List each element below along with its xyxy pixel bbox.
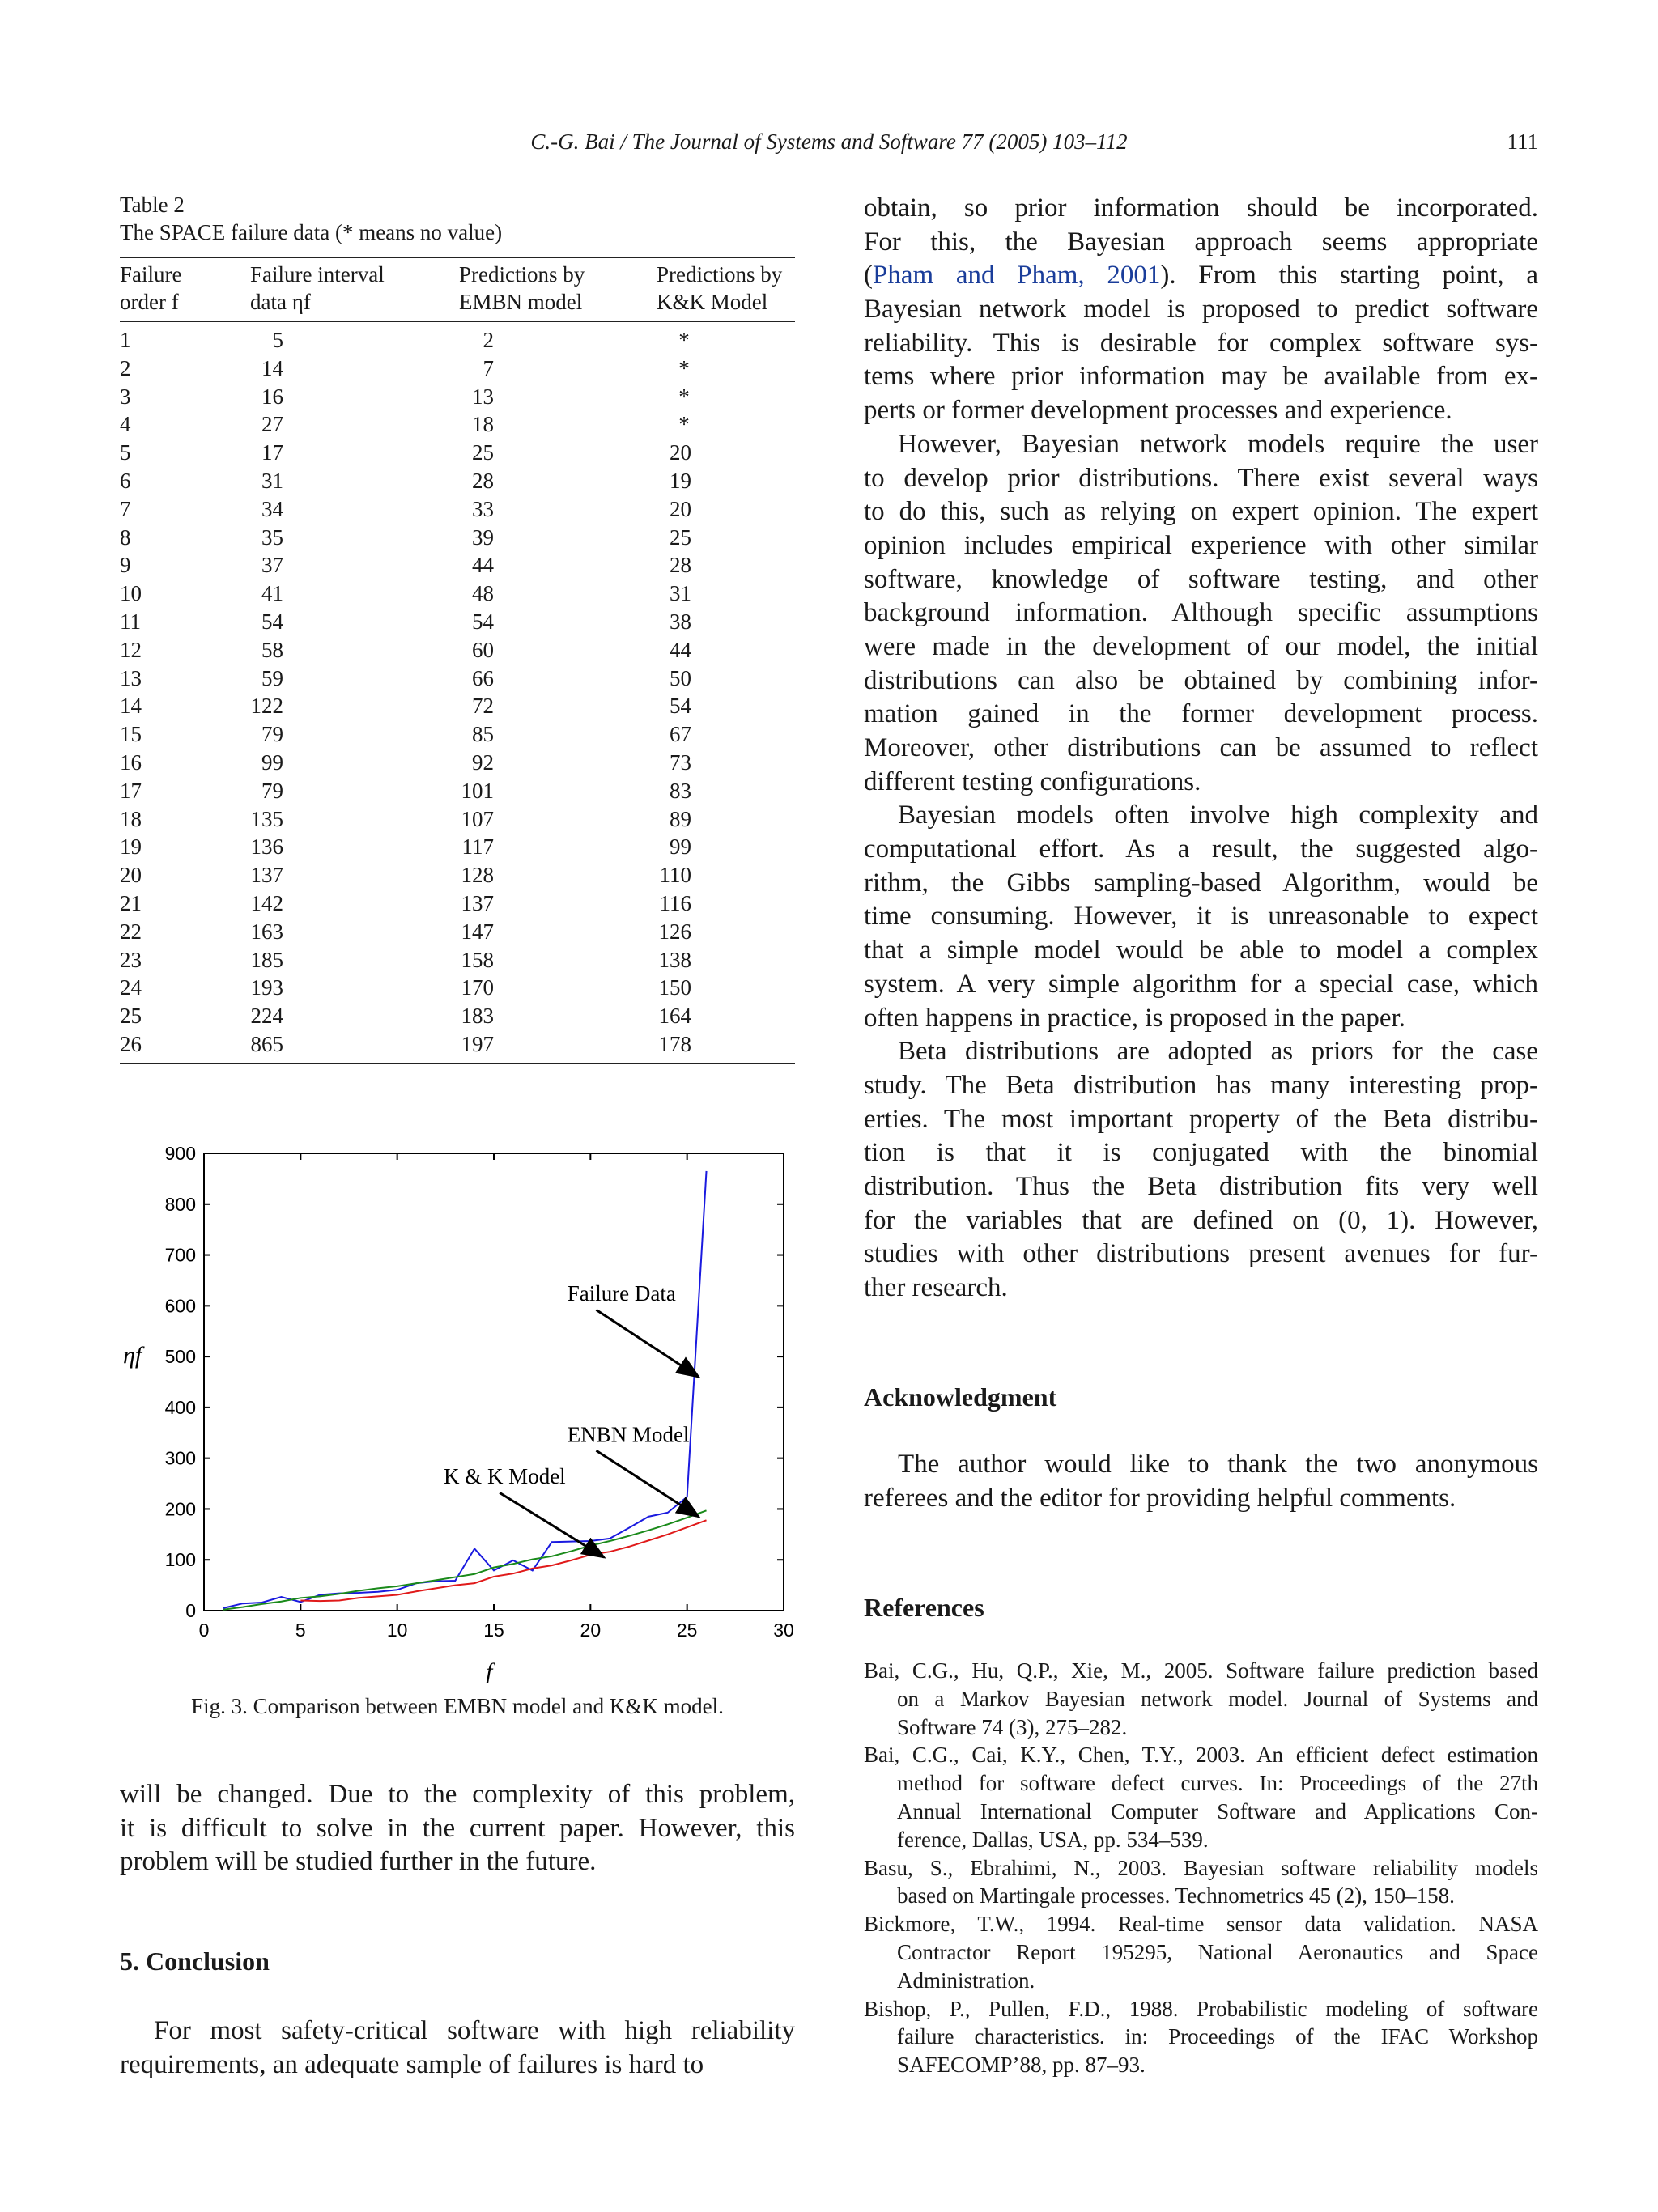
y-tick-label: 900	[164, 1143, 196, 1164]
table-cell: 178	[658, 1032, 691, 1056]
table-cell: 50	[670, 665, 691, 690]
table-cell: 60	[472, 637, 494, 662]
table-cell: 19	[120, 834, 142, 860]
annotation-label: Failure Data	[567, 1281, 676, 1306]
table-cell: 13	[472, 384, 494, 409]
text-line: erties. The most important property of the Beta distribu-	[864, 1104, 1538, 1134]
table-cell: 185	[250, 947, 283, 972]
table-cell: 25	[670, 524, 691, 550]
reference-line: method for software defect curves. In: Proceedings of the 27th	[897, 1771, 1538, 1796]
table-cell: 66	[472, 665, 494, 690]
text-line: referees and the editor for providing helpful comments.	[864, 1483, 1456, 1513]
x-tick-label: 0	[198, 1620, 210, 1641]
table-cell: 67	[670, 722, 691, 747]
conclusion-paragraph	[120, 2015, 795, 2082]
table-cell: 128	[461, 863, 494, 888]
text-line: distribution. Thus the Beta distribution fits very well	[864, 1171, 1538, 1201]
series-line-failure-data	[223, 1171, 707, 1608]
running-header: C.-G. Bai / The Journal of Systems and Software 77 (2005) 103–112	[530, 129, 1128, 154]
text-line: mation gained in the former development process.	[864, 699, 1538, 729]
left-paragraph	[120, 1778, 795, 1879]
text-line: ther research.	[864, 1273, 1008, 1302]
text-line: tems where prior information may be available from ex-	[864, 362, 1538, 392]
text-line: will be changed. Due to the complexity of this problem,	[120, 1780, 795, 1809]
text-line: Moreover, other distributions can be assumed to reflect	[864, 733, 1538, 762]
table-cell: *	[678, 412, 690, 437]
table-cell: 10	[120, 581, 142, 606]
table-cell: 48	[472, 581, 494, 606]
annotation-label: ENBN Model	[567, 1422, 690, 1447]
table-cell: 19	[670, 469, 691, 493]
text-line: to develop prior distributions. There exist several ways	[864, 463, 1538, 493]
text-line: rithm, the Gibbs sampling-based Algorithm, would be	[864, 868, 1538, 898]
table-cell: 117	[461, 834, 494, 860]
table-cell: 126	[658, 919, 691, 944]
reference-item	[864, 1741, 1538, 1853]
reference-line: Administration.	[897, 1968, 1035, 1993]
table-cell: 54	[261, 609, 283, 634]
table-cell: 89	[670, 806, 691, 831]
table-cell: 6	[120, 469, 131, 493]
table-cell: 34	[261, 496, 283, 521]
table-cell: 27	[261, 412, 283, 437]
table-cell: 5	[272, 328, 283, 352]
table-cell: 54	[472, 609, 494, 634]
text-line: computational effort. As a result, the suggested algo-	[864, 834, 1538, 864]
y-tick-label: 400	[164, 1396, 196, 1418]
table-cell: 83	[670, 778, 691, 803]
table-cell: 107	[461, 806, 494, 831]
reference-line: based on Martingale processes. Technometrics 45 (2), 150–158.	[897, 1883, 1455, 1908]
table-cell: 138	[658, 947, 691, 972]
text-line: to do this, such as relying on expert opinion. The expert	[864, 497, 1538, 527]
reference-item	[864, 1995, 1538, 2079]
table-cell: 18	[472, 412, 494, 437]
text-line: system. A very simple algorithm for a special case, which	[864, 969, 1538, 999]
text-line: Bayesian models often involve high complexity and	[898, 800, 1538, 830]
table-cell: 22	[120, 919, 142, 944]
x-tick-label: 25	[676, 1620, 698, 1641]
x-tick-label: 30	[773, 1620, 794, 1641]
text-line: problem will be studied further in the future.	[120, 1847, 597, 1877]
reference-line: Basu, S., Ebrahimi, N., 2003. Bayesian software reliability models	[864, 1855, 1538, 1880]
table-cell: 20	[120, 863, 142, 888]
table-header-cell: Predictions by	[459, 262, 585, 287]
table-header-cell: order f	[120, 290, 179, 314]
table-cell: 15	[120, 722, 142, 747]
table-cell: 26	[120, 1032, 142, 1056]
table-header-cell: EMBN model	[459, 290, 583, 314]
y-tick-label: 0	[185, 1600, 196, 1621]
table-cell: 31	[261, 469, 283, 493]
table-cell: 18	[120, 806, 142, 831]
table-cell: 4	[120, 412, 131, 437]
table-cell: 3	[120, 384, 131, 409]
table-cell: 164	[658, 1004, 691, 1029]
reference-item	[864, 1854, 1538, 1911]
table-header-cell: K&K Model	[657, 290, 768, 314]
text-line: For most safety-critical software with high reliability	[154, 2016, 795, 2045]
table-cell: 137	[461, 891, 494, 915]
table-cell: 163	[250, 919, 283, 944]
reference-line: Annual International Computer Software and Applications Con-	[897, 1798, 1538, 1824]
table-cell: 35	[261, 524, 283, 550]
reference-line: ference, Dallas, USA, pp. 534–539.	[897, 1827, 1209, 1852]
text-line: requirements, an adequate sample of failures is hard to	[120, 2049, 704, 2079]
text-line: for the variables that are defined on (0, 1). However,	[864, 1205, 1538, 1235]
table-cell: 11	[120, 609, 141, 634]
table-cell: *	[678, 328, 690, 352]
table-cell: 7	[483, 355, 494, 380]
table-cell: 122	[250, 694, 283, 719]
table-cell: *	[678, 355, 690, 380]
table-cell: 21	[120, 891, 142, 915]
table-label: Table 2	[120, 193, 185, 217]
paragraph	[864, 428, 1538, 800]
reference-line: Bai, C.G., Hu, Q.P., Xie, M., 2005. Software failure prediction based	[864, 1658, 1538, 1683]
table-bottom-rule	[120, 1063, 795, 1064]
figure-caption: Fig. 3. Comparison between EMBN model and K&K model.	[191, 1694, 724, 1718]
table-header-rule	[120, 321, 795, 322]
table-cell: 25	[120, 1004, 142, 1029]
table-cell: 150	[658, 975, 691, 1000]
table-cell: 13	[120, 665, 142, 690]
text-line: The author would like to thank the two anonymous	[898, 1450, 1538, 1479]
reference-line: on a Markov Bayesian network model. Journal of Systems and	[897, 1686, 1538, 1711]
right-column-body	[864, 192, 1538, 1306]
reference-line: failure characteristics. in: Proceedings of the IFAC Workshop	[897, 2024, 1538, 2049]
annotation-arrow	[500, 1492, 604, 1557]
text-line: Bayesian network model is proposed to predict software	[864, 295, 1538, 325]
table-cell: 135	[250, 806, 283, 831]
y-tick-label: 100	[164, 1549, 196, 1571]
table-cell: 54	[670, 694, 691, 719]
y-tick-label: 200	[164, 1498, 196, 1520]
table-cell: 865	[250, 1032, 283, 1056]
text-line: tion is that it is conjugated with the binomial	[864, 1138, 1538, 1168]
table-cell: 17	[120, 778, 142, 803]
conclusion-heading: 5. Conclusion	[120, 1947, 270, 1976]
reference-line: SAFECOMP’88, pp. 87–93.	[897, 2053, 1146, 2078]
table-cell: 24	[120, 975, 142, 1000]
paragraph	[864, 1035, 1538, 1306]
table-cell: 2	[483, 328, 494, 352]
annotation-arrow	[596, 1450, 698, 1517]
text-line: opinion includes empirical experience with other similar	[864, 530, 1538, 560]
table-cell: 73	[670, 750, 691, 775]
table-cell: 8	[120, 524, 131, 550]
table-cell: 25	[472, 440, 494, 465]
x-tick-label: 5	[295, 1620, 306, 1641]
table-cell: 197	[461, 1032, 494, 1056]
text-line: it is difficult to solve in the current paper. However, this	[120, 1813, 795, 1843]
table-cell: 37	[261, 553, 283, 578]
table-cell: 110	[659, 863, 691, 888]
text-line: different testing configurations.	[864, 766, 1201, 796]
table-cell: 147	[461, 919, 494, 944]
x-axis-label: f	[486, 1658, 493, 1683]
text-line: background information. Although specific assumptions	[864, 598, 1538, 628]
references-list	[864, 1657, 1538, 2079]
text-line: software, knowledge of software testing, and other	[864, 564, 1538, 594]
table-cell: 41	[261, 581, 283, 606]
series-line-k-k-model	[300, 1520, 706, 1601]
y-tick-label: 600	[164, 1295, 196, 1317]
table-cell: 28	[670, 553, 691, 578]
table-cell: 224	[250, 1004, 283, 1029]
table-cell: 2	[120, 355, 131, 380]
text-line: Beta distributions are adopted as priors for the case	[898, 1037, 1538, 1067]
table-cell: 99	[261, 750, 283, 775]
table-cell: 170	[461, 975, 494, 1000]
table-cell: 5	[120, 440, 131, 465]
table-header-cell: Failure interval	[250, 262, 385, 287]
comparison-chart	[0, 1117, 810, 1683]
reference-item	[864, 1657, 1538, 1741]
table-caption: The SPACE failure data (* means no value)	[120, 220, 503, 244]
page-number: 111	[1507, 129, 1538, 154]
table-cell: 158	[461, 947, 494, 972]
table-cell: 44	[472, 553, 494, 578]
table-cell: 17	[261, 440, 283, 465]
references-heading: References	[864, 1593, 984, 1622]
table-cell: 116	[659, 891, 691, 915]
text-line: study. The Beta distribution has many interesting prop-	[864, 1070, 1538, 1100]
table-cell: 99	[670, 834, 691, 860]
table-cell: 193	[250, 975, 283, 1000]
table-cell: 79	[261, 722, 283, 747]
table-cell: 142	[250, 891, 283, 915]
table-cell: 14	[261, 355, 283, 380]
text-line: often happens in practice, is proposed in the paper.	[864, 1003, 1405, 1033]
annotation-label: K & K Model	[443, 1464, 566, 1489]
table-cell: 183	[461, 1004, 494, 1029]
table-cell: 12	[120, 637, 142, 662]
reference-line: Bishop, P., Pullen, F.D., 1988. Probabilistic modeling of software	[864, 1996, 1538, 2021]
table-cell: 44	[670, 637, 691, 662]
reference-line: Software 74 (3), 275–282.	[897, 1714, 1128, 1739]
table-cell: 33	[472, 496, 494, 521]
annotation-arrow	[596, 1310, 698, 1377]
reference-line: Contractor Report 195295, National Aeronautics and Space	[897, 1939, 1538, 1964]
y-axis-label: ηf	[123, 1342, 142, 1369]
y-tick-label: 700	[164, 1244, 196, 1266]
acknowledgment-heading: Acknowledgment	[864, 1382, 1057, 1412]
text-line: distributions can also be obtained by combining infor-	[864, 665, 1538, 695]
text-line: that a simple model would be able to model a complex	[864, 936, 1538, 966]
reference-line: Bickmore, T.W., 1994. Real-time sensor data validation. NASA	[864, 1912, 1538, 1937]
table-cell: 14	[120, 694, 142, 719]
table-cell: 9	[120, 553, 131, 578]
table-cell: 23	[120, 947, 142, 972]
text-line: studies with other distributions present avenues for fur-	[864, 1239, 1538, 1269]
y-tick-label: 800	[164, 1193, 196, 1215]
table-cell: 58	[261, 637, 283, 662]
table-cell: *	[678, 384, 690, 409]
text-line: (Pham and Pham, 2001). From this starting point, a	[864, 261, 1538, 291]
text-line: For this, the Bayesian approach seems appropriate	[864, 227, 1538, 257]
table-cell: 85	[472, 722, 494, 747]
text-line: obtain, so prior information should be incorporated.	[864, 193, 1538, 223]
table-header-cell: Predictions by	[657, 262, 783, 287]
reference-item	[864, 1910, 1538, 1994]
table-cell: 7	[120, 496, 131, 521]
text-line: reliability. This is desirable for complex software sys-	[864, 328, 1538, 358]
paragraph	[864, 192, 1538, 428]
table-cell: 16	[261, 384, 283, 409]
table-cell: 59	[261, 665, 283, 690]
table-cell: 38	[670, 609, 691, 634]
table-cell: 136	[250, 834, 283, 860]
table-cell: 137	[250, 863, 283, 888]
table-cell: 72	[472, 694, 494, 719]
acknowledgment-paragraph	[864, 1448, 1538, 1515]
table-cell: 79	[261, 778, 283, 803]
text-line: were made in the development of our model, the initial	[864, 631, 1538, 661]
paragraph	[864, 799, 1538, 1035]
x-tick-label: 15	[483, 1620, 504, 1641]
table-cell: 39	[472, 524, 494, 550]
reference-line: Bai, C.G., Cai, K.Y., Chen, T.Y., 2003. An efficient defect estimation	[864, 1743, 1538, 1768]
y-tick-label: 300	[164, 1447, 196, 1469]
x-tick-label: 20	[580, 1620, 602, 1641]
table-top-rule	[120, 257, 795, 258]
citation-link[interactable]: Pham and Pham, 2001	[873, 261, 1161, 291]
table-cell: 16	[120, 750, 142, 775]
table-cell: 101	[461, 778, 494, 803]
table-cell: 20	[670, 496, 691, 521]
table-cell: 20	[670, 440, 691, 465]
table-cell: 1	[120, 328, 131, 352]
text-line: time consuming. However, it is unreasonable to expect	[864, 902, 1538, 932]
table-header-cell: data ηf	[250, 290, 311, 314]
y-tick-label: 500	[164, 1346, 196, 1368]
table-header-cell: Failure	[120, 262, 182, 287]
table-cell: 31	[670, 581, 691, 606]
x-tick-label: 10	[386, 1620, 408, 1641]
table-cell: 28	[472, 469, 494, 493]
plot-frame	[204, 1153, 784, 1611]
text-line: However, Bayesian network models require the user	[898, 429, 1538, 459]
table-cell: 92	[472, 750, 494, 775]
text-line: perts or former development processes and experience.	[864, 396, 1452, 426]
